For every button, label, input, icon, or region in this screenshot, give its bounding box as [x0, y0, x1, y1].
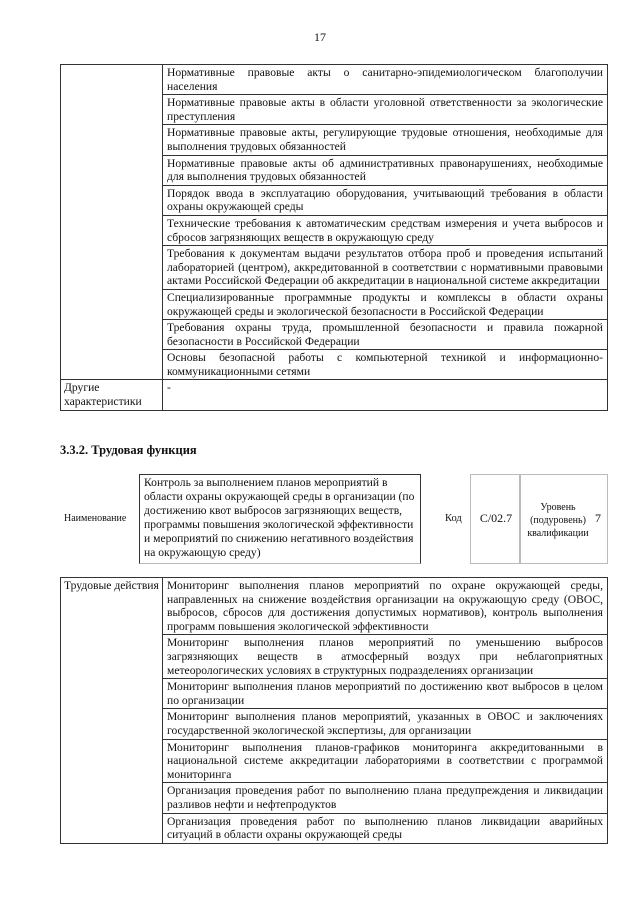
table-cell: Порядок ввода в эксплуатацию оборудования, учитывающий требования в области охраны окружающей среды [163, 185, 608, 215]
name-value: Контроль за выполнением планов мероприятий в области охраны окружающей среды в организации (по достижению квот выбросов загрязняющих веществ, программы повышения экологической эффективности и мероприятий по снижению негативного воздействия на окружающую среду) [139, 474, 421, 564]
table-cell: Нормативные правовые акты, регулирующие трудовые отношения, необходимые для выполнения трудовых обязанностей [163, 125, 608, 155]
table-cell: Нормативные правовые акты о санитарно-эпидемиологическом благополучии населения [163, 65, 608, 95]
other-characteristics-label: Другие характеристики [61, 380, 163, 410]
table-cell: Организация проведения работ по выполнению плана предупреждения и ликвидации разливов нефти и нефтепродуктов [163, 783, 608, 813]
table-cell: Нормативные правовые акты об административных правонарушениях, необходимые для выполнения трудовых обязанностей [163, 155, 608, 185]
table-cell: Нормативные правовые акты в области уголовной ответственности за экологические преступления [163, 95, 608, 125]
table-row [61, 578, 608, 635]
code-box [470, 474, 520, 564]
table-row [61, 65, 608, 95]
table-cell: Основы безопасной работы с компьютерной техникой и информационно-коммуникационными сетями [163, 350, 608, 380]
table-cell: Специализированные программные продукты и комплексы в области охраны окружающей среды и экологической безопасности в Российской Федерации [163, 289, 608, 319]
actions-label: Трудовые действия [61, 578, 163, 844]
page-number: 17 [314, 30, 326, 44]
level-value: 7 [595, 511, 601, 525]
table-cell: Мониторинг выполнения планов мероприятий по достижению квот выбросов в целом по организации [163, 679, 608, 709]
table-cell-empty [61, 65, 163, 380]
table-cell: Мониторинг выполнения планов мероприятий по охране окружающей среды, направленных на снижение воздействия организации на окружающую среду (ОВОС, выбросов, сбросов для достижения допустимых нормативов), контроль выполнения программ повышения экологической эффективности [163, 578, 608, 635]
table-cell: Мониторинг выполнения планов-графиков мониторинга аккредитованными в национальной системе аккредитации лабораториями в соответствии с программой мониторинга [163, 739, 608, 783]
section-title: 3.3.2. Трудовая функция [60, 443, 197, 457]
actions-table [60, 577, 608, 844]
name-label: Наименование [64, 513, 127, 524]
table-row [61, 380, 608, 410]
code-value: C/02.7 [479, 511, 513, 525]
table-cell: Требования охраны труда, промышленной безопасности и правила пожарной безопасности в Российской Федерации [163, 320, 608, 350]
table-cell: Требования к документам выдачи результатов отбора проб и проведения испытаний лабораторией (центром), аккредитованной в соответствии с нормативными правовыми актами Российской Федерации об аккредитации в национальной системе аккредитации [163, 246, 608, 290]
level-box [520, 474, 608, 564]
table-cell: Мониторинг выполнения планов мероприятий по уменьшению выбросов загрязняющих веществ в атмосферный воздух при неблагоприятных метеорологических условиях в структурных подразделениях организации [163, 635, 608, 679]
table-cell: Организация проведения работ по выполнению планов ликвидации аварийных ситуаций в области охраны окружающей среды [163, 813, 608, 843]
other-characteristics-value: - [163, 380, 608, 410]
knowledge-table [60, 64, 608, 411]
function-header [60, 474, 608, 566]
code-label: Код [445, 513, 462, 524]
level-label: Уровень (подуровень) квалификации [527, 502, 589, 539]
table-cell: Мониторинг выполнения планов мероприятий, указанных в ОВОС и заключениях государственной экологической экспертизы, для организации [163, 709, 608, 739]
table-cell: Технические требования к автоматическим средствам измерения и учета выбросов и сбросов загрязняющих веществ в окружающую среду [163, 215, 608, 245]
